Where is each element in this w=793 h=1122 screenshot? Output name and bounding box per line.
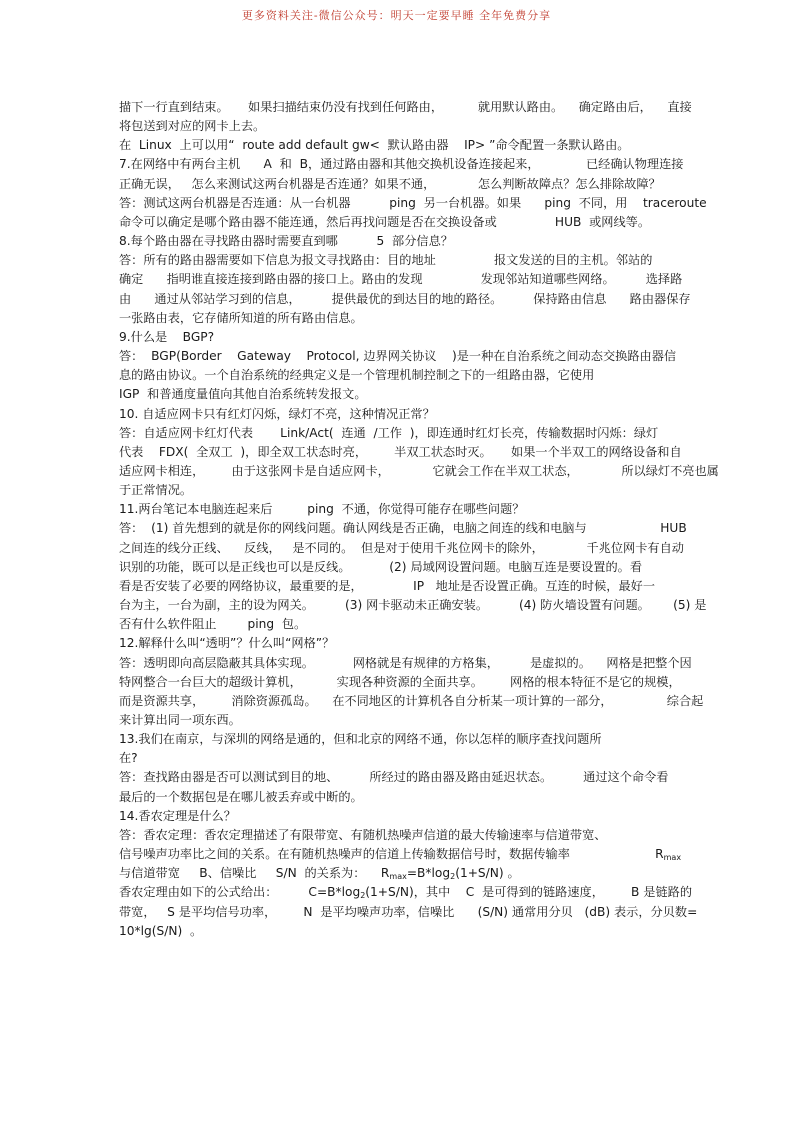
text-line: 14.香农定理是什么？ bbox=[119, 808, 236, 823]
text-segment: 香农定理由如下的公式给出： C=B*log bbox=[119, 885, 361, 900]
header-banner: 更多资料关注-微信公众号：明天一定要早睡 全年免费分享 bbox=[241, 9, 552, 22]
text-line: 11.两台笔记本电脑连起来后 ping 不通，你觉得可能存在哪些问题？ bbox=[119, 502, 525, 517]
text-segment: =B*log bbox=[406, 866, 451, 881]
subscript: 2 bbox=[450, 872, 456, 882]
text-line: 答：自适应网卡红灯代表 Link/Act( 连通 /工作 )，即连通时红灯长亮，传输数据时闪烁：绿灯 bbox=[119, 425, 659, 440]
subscript: max bbox=[389, 872, 407, 882]
text-segment: 信号噪声功率比之间的关系。在有随机热噪声的信道上传输数据信号时，数据传输率 R bbox=[119, 847, 664, 862]
text-segment: (1+S/N) 。 bbox=[455, 866, 520, 881]
text-line: 13.我们在南京，与深圳的网络是通的，但和北京的网络不通，你以怎样的顺序查找问题所 bbox=[119, 732, 602, 747]
text-line: 特网整合一台巨大的超级计算机， 实现各种资源的全面共享。 网格的根本特征不是它的规模， bbox=[119, 674, 681, 689]
text-segment: 与信道带宽 B、信噪比 S/N 的关系为： R bbox=[119, 866, 390, 881]
text-line: 来计算出同一项东西。 bbox=[119, 713, 241, 727]
text-line: 7.在网络中有两台主机 A 和 B，通过路由器和其他交换机设备连接起来， 已经确认物理连接 bbox=[119, 157, 684, 172]
text-line: 识别的功能，既可以是正线也可以是反线。 (2) 局域网设置问题。电脑互连是要设置的。看 bbox=[119, 559, 643, 574]
text-line-formula-1 bbox=[119, 864, 679, 883]
text-line: 10*lg(S/N) 。 bbox=[119, 923, 203, 938]
text-line: 9.什么是 BGP? bbox=[119, 329, 215, 344]
text-segment: (1+S/N)，其中 C 是可得到的链路速度， B 是链路的 bbox=[365, 885, 693, 900]
document-body bbox=[119, 98, 719, 941]
text-line: 一张路由表，它存储所知道的所有路由信息。 bbox=[119, 310, 363, 325]
text-line: 正确无误， 怎么来测试这两台机器是否连通？如果不通， 怎么判断故障点？怎么排除故障？ bbox=[119, 176, 661, 191]
text-line: 在 Linux 上可以用“ route add default gw< 默认路由器 IP> ”命令配置一条默认路由。 bbox=[119, 138, 630, 153]
text-line: 将包送到对应的网卡上去。 bbox=[119, 119, 266, 134]
text-line: 台为主，一台为副，主的设为网关。 (3) 网卡驱动未正确安装。 (4) 防火墙设置有问题。 (5) 是 bbox=[119, 598, 707, 613]
text-line: 由 通过从邻站学习到的信息， 提供最优的到达目的地的路径。 保持路由信息 路由器保存 bbox=[119, 291, 691, 306]
text-line: 答：所有的路由器需要如下信息为报文寻找路由：目的地址 报文发送的目的主机。邻站的 bbox=[119, 253, 653, 268]
text-line: 确定 指明谁直接连接到路由器的接口上。路由的发现 发现邻站知道哪些网络。 选择路 bbox=[119, 272, 683, 287]
text-line: 答：香农定理：香农定理描述了有限带宽、有随机热噪声信道的最大传输速率与信道带宽、 bbox=[119, 827, 607, 842]
text-line: 带宽， S 是平均信号功率， N 是平均噪声功率，信噪比 (S/N) 通常用分贝 (dB) 表示，分贝数= bbox=[119, 904, 698, 919]
text-line: 答： (1) 首先想到的就是你的网线问题。确认网线是否正确，电脑之间连的线和电脑与 HUB bbox=[119, 521, 687, 536]
text-line: 息的路由协议。一个自治系统的经典定义是一个管理机制控制之下的一组路由器，它使用 bbox=[119, 368, 595, 383]
text-line: 12.解释什么叫“透明”？什么叫“网格”？ bbox=[119, 636, 335, 651]
text-line: 描下一行直到结束。 如果扫描结束仍没有找到任何路由， 就用默认路由。 确定路由后， 直接 bbox=[119, 100, 692, 114]
text-line-rmax bbox=[119, 845, 682, 864]
text-line: 之间连的线分正线、 反线， 是不同的。 但是对于使用千兆位网卡的除外， 千兆位网卡有自动 bbox=[119, 540, 684, 555]
text-line: 10. 自适应网卡只有红灯闪烁，绿灯不亮，这种情况正常？ bbox=[119, 406, 435, 421]
text-line: IGP 和普通度量值向其他自治系统转发报文。 bbox=[119, 387, 367, 402]
text-line: 代表 FDX( 全双工 )，即全双工状态时亮， 半双工状态时灭。 如果一个半双工的网络设备和自 bbox=[119, 444, 682, 459]
text-line: 适应网卡相连， 由于这张网卡是自适应网卡， 它就会工作在半双工状态， 所以绿灯不亮也属 bbox=[119, 463, 719, 478]
text-line: 而是资源共享， 消除资源孤岛。 在不同地区的计算机各自分析某一项计算的一部分， 综合起 bbox=[119, 693, 704, 708]
text-line: 在? bbox=[119, 751, 138, 766]
text-line: 命令可以确定是哪个路由器不能连通，然后再找问题是否在交换设备或 HUB 或网线等。 bbox=[119, 214, 651, 229]
subscript: max bbox=[663, 853, 682, 863]
text-line: 答：测试这两台机器是否连通：从一台机器 ping 另一台机器。如果 ping 不同，用 traceroute bbox=[119, 195, 707, 210]
text-line: 最后的一个数据包是在哪儿被丢弃或中断的。 bbox=[119, 789, 363, 804]
text-line: 答：查找路由器是否可以测试到目的地、 所经过的路由器及路由延迟状态。 通过这个命令看 bbox=[119, 770, 669, 785]
text-line: 8.每个路由器在寻找路由器时需要直到哪 5 部分信息？ bbox=[119, 234, 453, 249]
text-line-formula-2 bbox=[119, 883, 693, 902]
text-line: 否有什么软件阻止 ping 包。 bbox=[119, 617, 307, 632]
text-line: 答：透明即向高层隐蔽其具体实现。 网格就是有规律的方格集， 是虚拟的。 网格是把整个因 bbox=[119, 655, 692, 670]
text-line: 看是否安装了必要的网络协议，最重要的是， IP 地址是否设置正确。互连的时候，最好一 bbox=[119, 578, 656, 593]
subscript: 2 bbox=[360, 891, 366, 901]
text-line: 答： BGP(Border Gateway Protocol, 边界网关协议 )是一种在自治系统之间动态交换路由器信 bbox=[119, 349, 677, 364]
text-line: 于正常情况。 bbox=[119, 483, 193, 498]
